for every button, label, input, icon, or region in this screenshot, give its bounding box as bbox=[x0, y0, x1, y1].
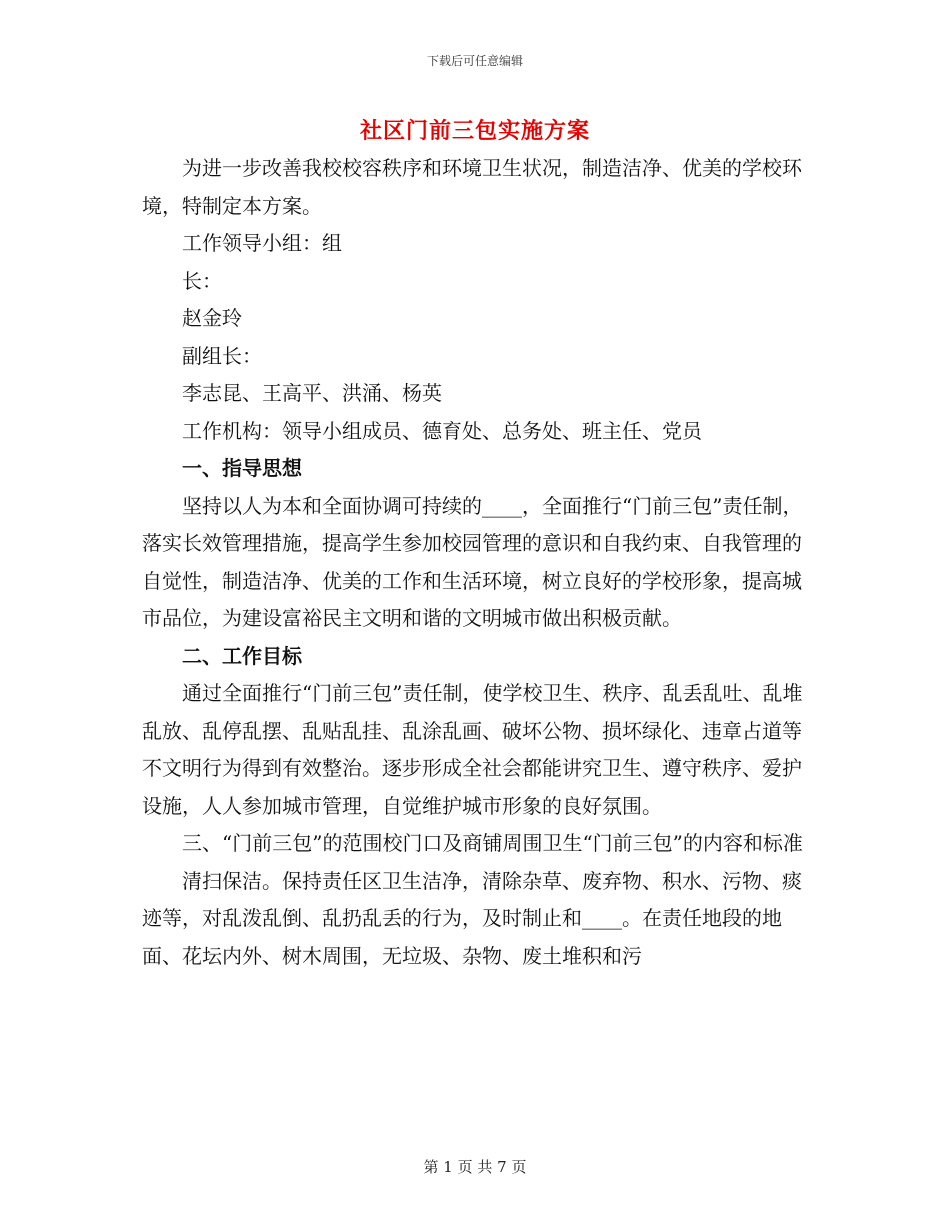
guiding-ideology-paragraph: 坚持以人为本和全面协调可持续的____，全面推行“门前三包”责任制，落实长效管理措施，提高学生参加校园管理的意识和自我约束、自我管理的自觉性，制造洁净、优美的工作和生活环境，树立良好的学校形象，提高城市品位，为建设富裕民主文明和谐的文明城市做出积极贡献。 bbox=[142, 493, 803, 630]
intro-paragraph: 为进一步改善我校校容秩序和环境卫生状况，制造洁净、优美的学校环境，特制定本方案。 bbox=[142, 156, 802, 218]
work-organization-line: 工作机构：领导小组成员、德育处、总务处、班主任、党员 bbox=[182, 418, 702, 443]
section-heading-work-goals: 二、工作目标 bbox=[182, 643, 302, 668]
section-heading-scope-and-standards: 三、“门前三包”的范围校门口及商铺周围卫生“门前三包”的内容和标准 bbox=[182, 831, 803, 855]
header-note: 下载后可任意编辑 bbox=[426, 54, 523, 68]
work-goals-paragraph: 通过全面推行“门前三包”责任制，使学校卫生、秩序、乱丢乱吐、乱堆乱放、乱停乱摆、乱贴乱挂、乱涂乱画、破坏公物、损坏绿化、违章占道等不文明行为得到有效整治。逐步形成全社会都能讲究卫生、遵守秩序、爱护设施，人人参加城市管理，自觉维护城市形象的良好氛围。 bbox=[142, 681, 803, 818]
deputy-leader-label-line: 副组长： bbox=[182, 343, 262, 368]
deputy-leader-names-line: 李志昆、王高平、洪涌、杨英 bbox=[182, 381, 442, 405]
leader-name-line: 赵金玲 bbox=[182, 306, 242, 330]
cleaning-paragraph: 清扫保洁。保持责任区卫生洁净，清除杂草、废弃物、积水、污物、痰迹等，对乱泼乱倒、乱扔乱丢的行为，及时制止和____。在责任地段的地面、花坛内外、树木周围，无垃圾、杂物、废土堆积和污 bbox=[142, 868, 802, 968]
section-heading-guiding-ideology: 一、指导思想 bbox=[182, 456, 302, 480]
page-footer: 第 1 页 共 7 页 bbox=[423, 1158, 527, 1176]
document-body bbox=[142, 150, 808, 975]
document-title: 社区门前三包实施方案 bbox=[359, 118, 590, 144]
leader-label-line: 长： bbox=[182, 268, 222, 293]
leadership-group-line: 工作领导小组：组 bbox=[182, 231, 342, 255]
